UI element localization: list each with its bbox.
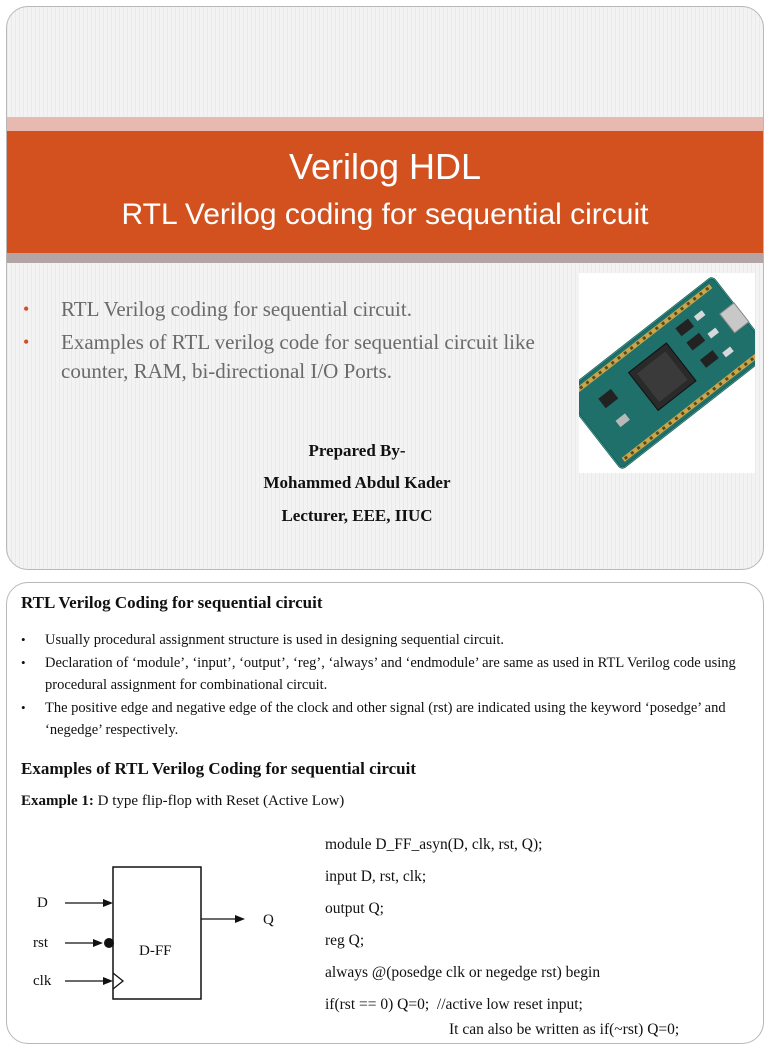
dff-block [113, 867, 201, 999]
list-item-text: Usually procedural assignment structure is used in designing sequential circuit. [45, 632, 505, 648]
author-name: Mohammed Abdul Kader [263, 473, 451, 492]
list-item [21, 295, 591, 324]
list-item [21, 652, 741, 696]
concept-list [21, 629, 741, 742]
dff-block-label: D-FF [139, 943, 172, 959]
arrow-icon [103, 977, 113, 985]
slide-title: Verilog HDL [288, 146, 482, 187]
bullet-icon: • [23, 299, 30, 319]
code-line: input D, rst, clk; [325, 868, 427, 885]
top-accent-band [7, 117, 763, 131]
verilog-code-block [325, 829, 679, 1039]
bullet-icon: • [21, 700, 26, 715]
input-label-clk: clk [33, 973, 52, 989]
title-slide [6, 6, 764, 570]
content-slide [6, 582, 764, 1044]
arrow-icon [93, 939, 103, 947]
code-line: It can also be written as if(~rst) Q=0; [325, 1021, 680, 1038]
bottom-accent-band [7, 253, 763, 263]
code-line: always @(posedge clk or negedge rst) begin [325, 964, 601, 981]
bullet-icon: • [23, 332, 30, 352]
input-label-d: D [37, 895, 48, 911]
code-line: reg Q; [325, 932, 365, 949]
input-label-rst: rst [33, 935, 48, 951]
list-item [21, 629, 741, 651]
list-item-text: Declaration of ‘module’, ‘input’, ‘output’, ‘reg’, ‘always’ and ‘endmodule’ are same as used in RTL Verilog code using procedural assignment for combinational circuit. [45, 655, 736, 693]
topic-list [21, 295, 591, 390]
examples-heading: Examples of RTL Verilog Coding for sequential circuit [21, 759, 416, 778]
inversion-bubble-icon [104, 938, 114, 948]
example-description: D type flip-flop with Reset (Active Low) [93, 793, 345, 809]
list-item-text: The positive edge and negative edge of the clock and other signal (rst) are indicated using the keyword ‘posedge’ and ‘negedge’ respectively. [45, 700, 726, 738]
list-item-text: RTL Verilog coding for sequential circuit. [61, 297, 412, 321]
arrow-icon [103, 899, 113, 907]
list-item [21, 697, 741, 741]
list-item-text: Examples of RTL verilog code for sequential circuit like counter, RAM, bi-directional I/O Ports. [61, 330, 535, 383]
code-line: if(rst == 0) Q=0; //active low reset input; [325, 996, 583, 1013]
bullet-icon: • [21, 632, 26, 647]
output-label-q: Q [263, 912, 274, 928]
code-line: module D_FF_asyn(D, clk, rst, Q); [325, 836, 543, 853]
prepared-by-label: Prepared By- [308, 441, 406, 460]
slide-subtitle: RTL Verilog coding for sequential circuit [121, 198, 649, 231]
list-item [21, 328, 591, 386]
author-affiliation: Lecturer, EEE, IIUC [281, 506, 433, 525]
arrow-icon [235, 915, 245, 923]
example-label: Example 1: [21, 793, 94, 809]
dff-block-diagram [21, 851, 311, 1021]
example-caption [21, 793, 344, 810]
section-heading: RTL Verilog Coding for sequential circuit [21, 593, 323, 612]
bullet-icon: • [21, 655, 26, 670]
code-line: output Q; [325, 900, 384, 917]
